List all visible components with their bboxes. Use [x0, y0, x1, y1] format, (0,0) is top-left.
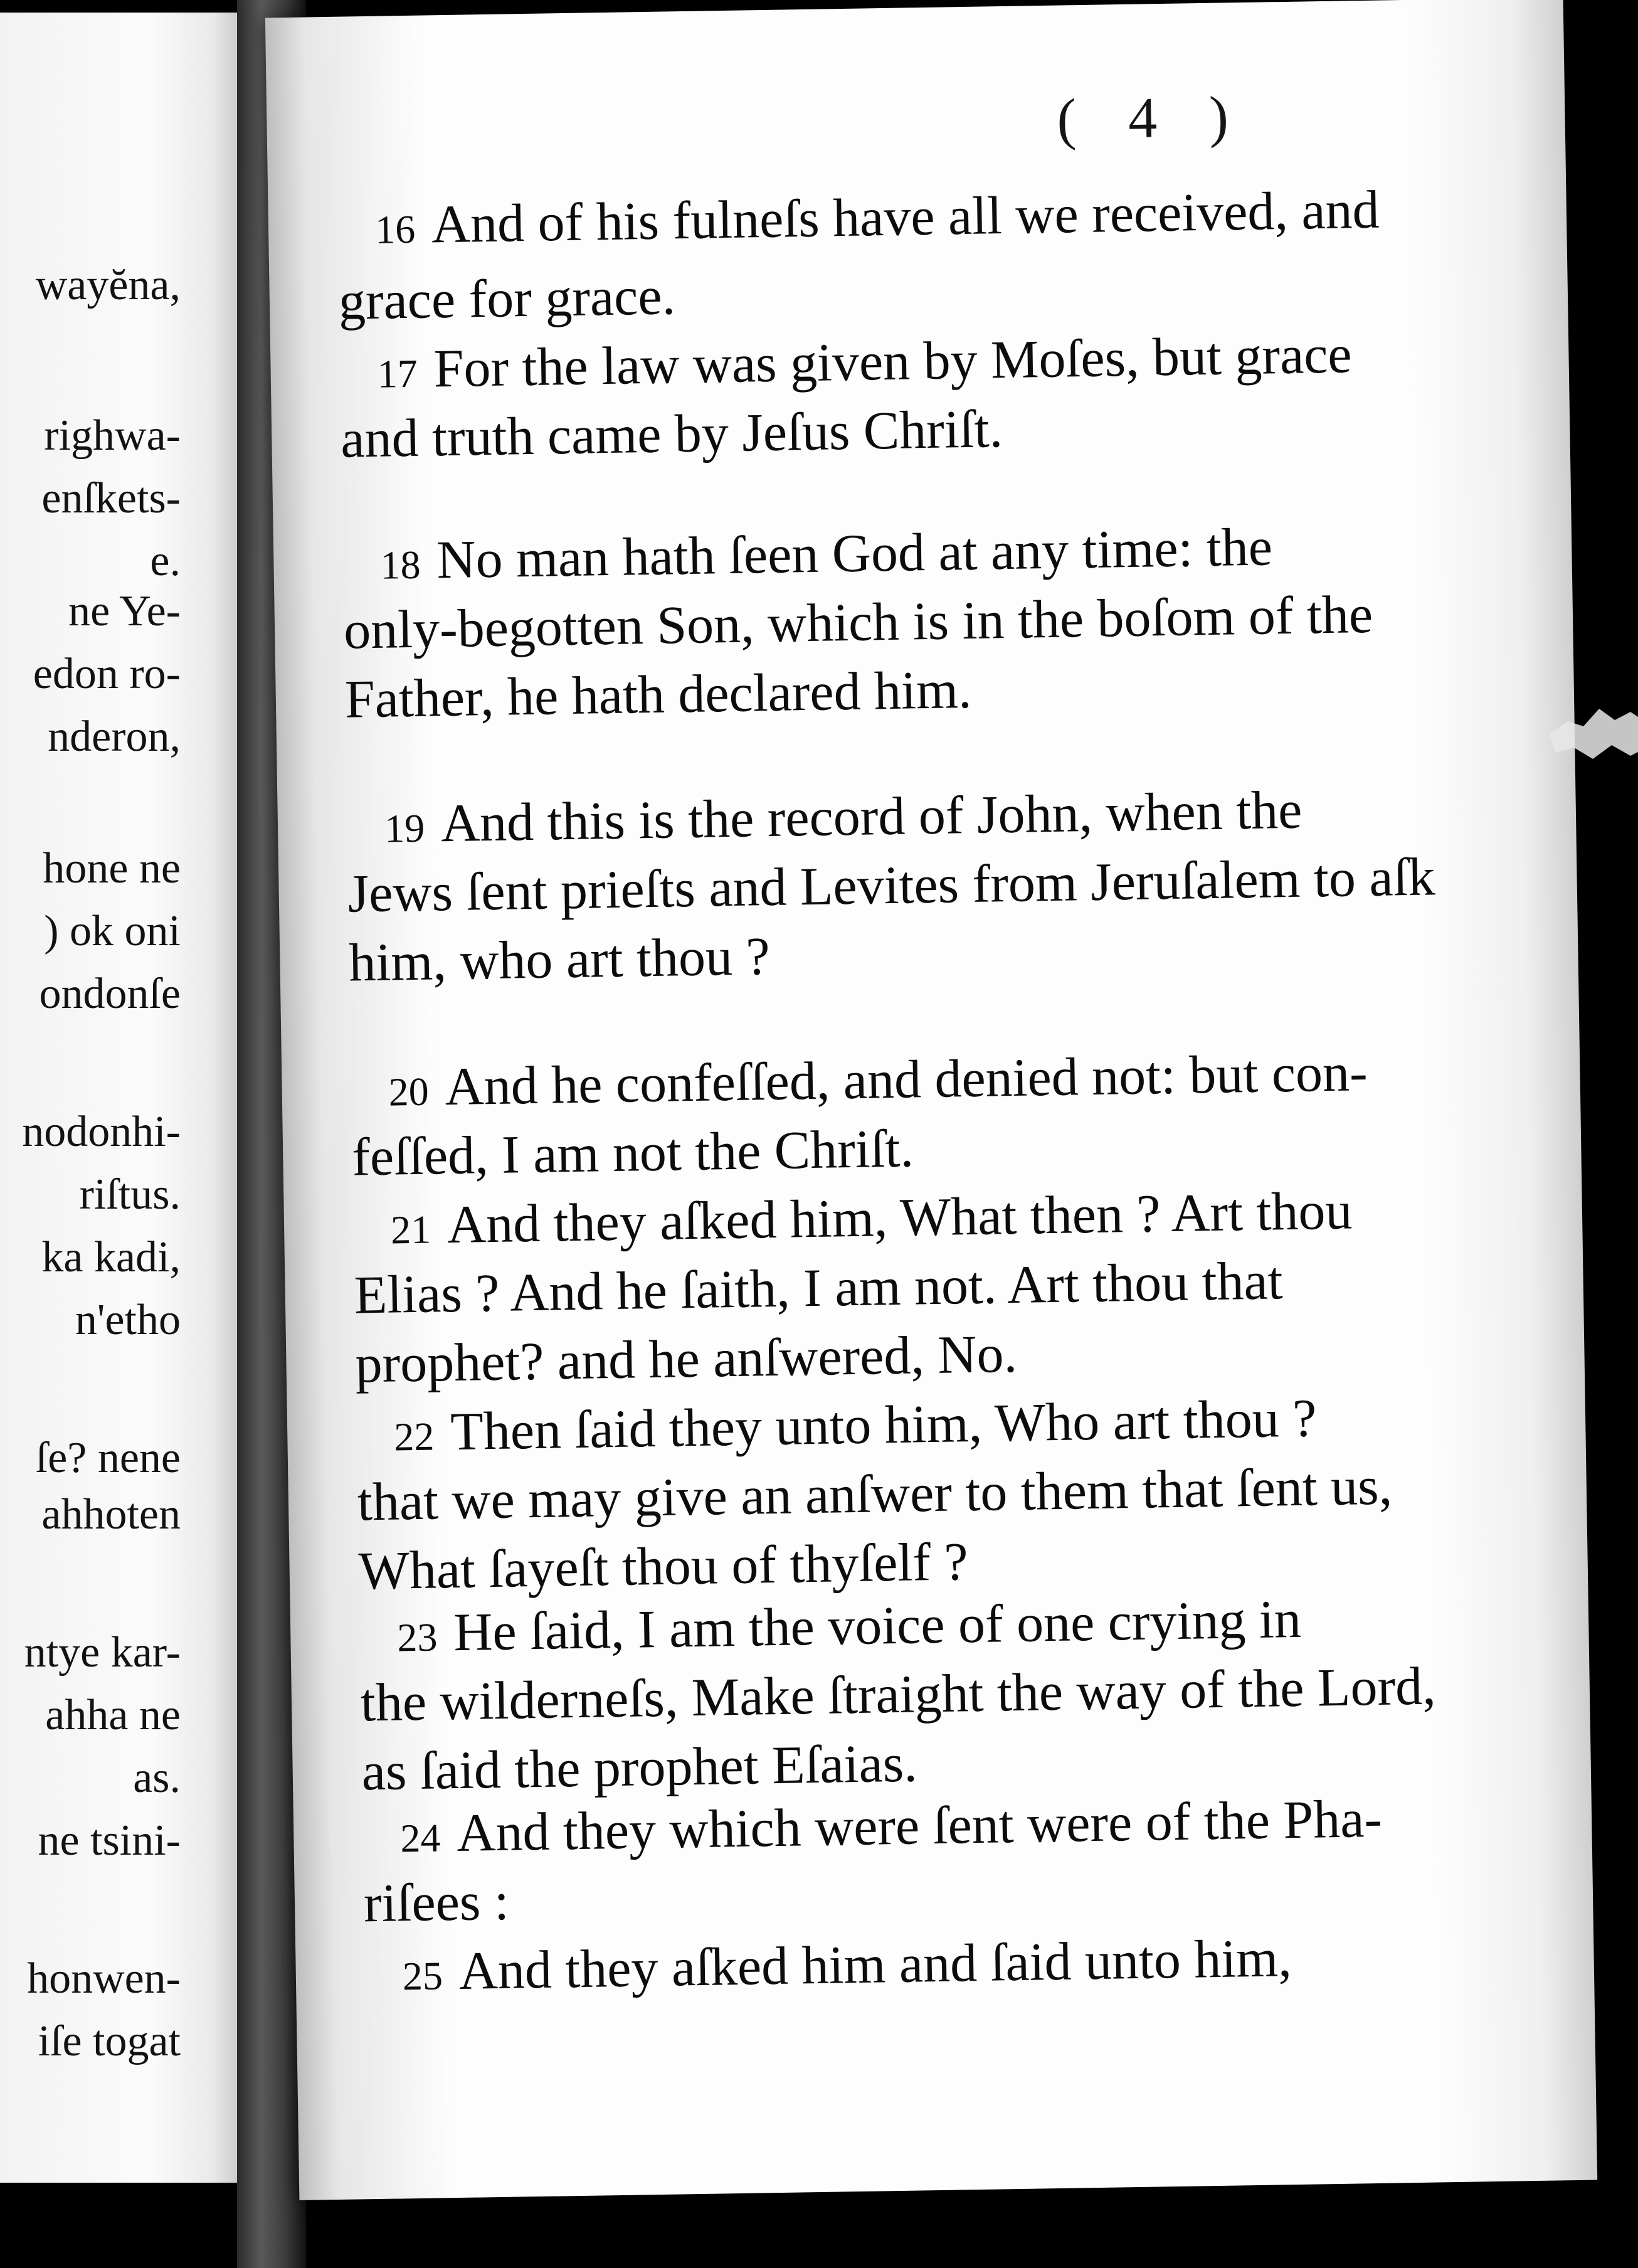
verse-text: For the law was given by Moſes, but grace: [433, 324, 1353, 399]
verse-number: 21: [390, 1207, 431, 1253]
verse-line: [399, 1788, 1383, 1863]
torn-paper-edge: [1549, 696, 1638, 771]
verse-number: 23: [396, 1614, 438, 1660]
verse-text: And of his fulneſs have all we received, and: [431, 179, 1380, 255]
left-page-line: ka kadi,: [41, 1233, 181, 1281]
verse-line: [402, 1927, 1292, 2001]
verse-number: 24: [399, 1815, 441, 1861]
verse-line: prophet? and he anſwered, No.: [354, 1323, 1018, 1394]
verse-text: And they aſked him and ſaid unto him,: [458, 1927, 1292, 2001]
verse-line: [374, 179, 1380, 255]
verse-line: [393, 1387, 1318, 1462]
verse-number: 25: [402, 1953, 443, 1999]
left-page-line: ahha ne: [45, 1691, 181, 1739]
left-page-line: nderon,: [48, 713, 181, 761]
left-page-line: e.: [150, 537, 181, 585]
page-number: ( 4 ): [1056, 83, 1248, 151]
verse-number: 16: [374, 206, 416, 252]
verse-text: Then ſaid they unto him, Who art thou ?: [450, 1387, 1318, 1462]
verse-text: And they which were ſent were of the Pha-: [456, 1788, 1383, 1863]
verse-line: as ſaid the prophet Eſaias.: [361, 1732, 918, 1802]
verse-line: feſſed, I am not the Chriſt.: [351, 1118, 914, 1187]
left-page-line: righwa-: [44, 411, 181, 460]
verse-line: grace for grace.: [338, 265, 676, 331]
verse-text: He ſaid, I am the voice of one crying in: [453, 1588, 1302, 1663]
verse-number: 18: [379, 542, 421, 588]
left-page-line: riſtus.: [79, 1170, 181, 1219]
left-page-line: ntye kar-: [24, 1628, 181, 1677]
verse-line: and truth came by Jeſus Chriſt.: [340, 398, 1003, 469]
left-page-line: ahhoten: [41, 1490, 181, 1539]
verse-number: 22: [393, 1414, 435, 1460]
left-page-line: nodonhi-: [22, 1108, 181, 1156]
verse-line: [396, 1588, 1302, 1663]
left-page-line: n'etho: [75, 1296, 181, 1344]
verse-number: 19: [384, 805, 425, 851]
verse-line: that we may give an anſwer to them that ſent us,: [357, 1455, 1393, 1532]
verse-number: 20: [388, 1069, 430, 1115]
verse-line: [384, 779, 1302, 854]
verse-line: [390, 1180, 1353, 1255]
left-page-line: iſe togat: [38, 2017, 181, 2065]
verse-line: the wilderneſs, Make ſtraight the way of the Lord,: [360, 1655, 1437, 1733]
verse-line: What ſayeſt thou of thyſelf ?: [357, 1531, 969, 1601]
verse-line: riſees :: [363, 1870, 510, 1934]
left-page-line: ondonſe: [39, 970, 181, 1018]
verse-text: And he confeſſed, and denied not: but con-: [444, 1042, 1368, 1117]
left-page-line: ne tsini-: [38, 1816, 181, 1865]
left-page-line: as.: [133, 1754, 181, 1802]
verse-line: Jews ſent prieſts and Levites from Jeruſalem to aſk: [347, 846, 1436, 924]
left-page-line: honwen-: [27, 1954, 181, 2003]
left-page-line: edon ro-: [33, 650, 181, 698]
verse-text: And this is the record of John, when the: [440, 779, 1302, 854]
book-page: [265, 0, 1597, 2200]
verse-number: 17: [377, 351, 418, 396]
verse-line: Elias ? And he ſaith, I am not. Art thou that: [354, 1250, 1284, 1325]
verse-line: [388, 1042, 1368, 1117]
left-page-line: ne Ye-: [68, 587, 181, 635]
verse-line: [377, 324, 1353, 399]
left-page-line: hone ne: [43, 844, 181, 893]
left-page-fragment: [0, 13, 251, 2183]
left-page-line: enſkets-: [41, 474, 181, 522]
left-page-line: wayĕna,: [35, 261, 181, 309]
left-page-line: ſe? nene: [35, 1434, 181, 1482]
verse-line: Father, he hath declared him.: [344, 659, 973, 729]
verse-text: No man hath ſeen God at any time: the: [436, 516, 1273, 590]
verse-line: him, who art thou ?: [348, 926, 771, 993]
verse-text: And they aſked him, What then ? Art thou: [446, 1180, 1353, 1255]
verse-line: [379, 516, 1273, 590]
left-page-line: ) ok oni: [44, 907, 181, 955]
verse-line: only-begotten Son, which is in the boſom of the: [343, 583, 1373, 660]
